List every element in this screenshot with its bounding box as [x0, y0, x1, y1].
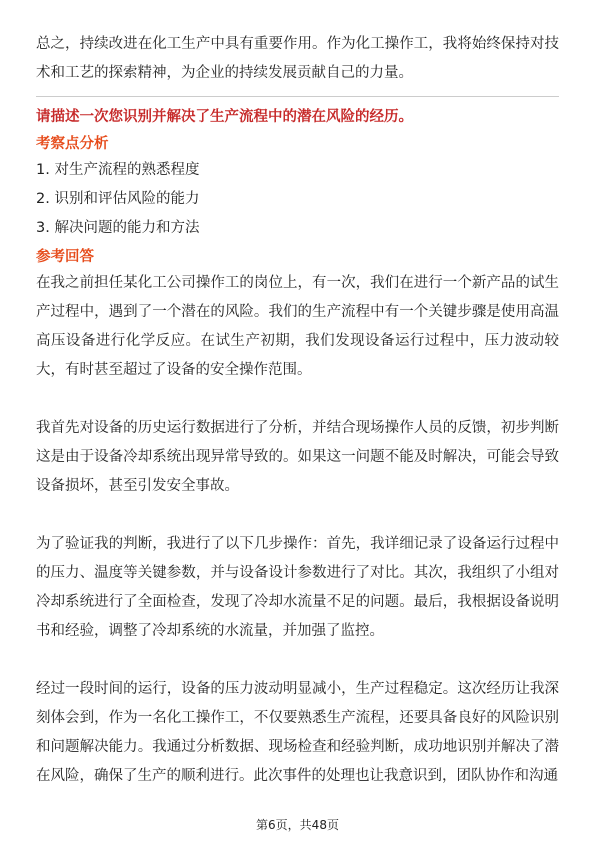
document-page — [36, 30, 559, 791]
answer-paragraph: 我首先对设备的历史运行数据进行了分析，并结合现场操作人员的反馈，初步判断这是由于设备冷却系统出现异常导致的。如果这一问题不能及时解决，可能会导致设备损坏，甚至引发安全事故。 — [36, 420, 559, 494]
answer-paragraph: 在我之前担任某化工公司操作工的岗位上，有一次，我们在进行一个新产品的试生产过程中，遇到了一个潜在的风险。我们的生产流程中有一个关键步骤是使用高温高压设备进行化学反应。在试生产初期，我们发现设备运行过程中，压力波动较大，有时甚至超过了设备的安全操作范围。 — [36, 275, 559, 378]
page-number: 第6页，共48页 — [256, 818, 339, 832]
section-divider — [36, 96, 559, 97]
question-title: 请描述一次您识别并解决了生产流程中的潜在风险的经历。 — [36, 109, 413, 125]
intro-paragraph: 总之，持续改进在化工生产中具有重要作用。作为化工操作工，我将始终保持对技术和工艺的探索精神，为企业的持续发展贡献自己的力量。 — [36, 36, 559, 81]
analysis-item: 2. 识别和评估风险的能力 — [36, 191, 200, 207]
analysis-item: 3. 解决问题的能力和方法 — [36, 220, 200, 236]
analysis-list — [36, 156, 559, 243]
analysis-item: 1. 对生产流程的熟悉程度 — [36, 162, 200, 178]
answer-heading: 参考回答 — [36, 249, 94, 265]
analysis-heading: 考察点分析 — [36, 136, 109, 152]
answer-paragraph: 为了验证我的判断，我进行了以下几步操作：首先，我详细记录了设备运行过程中的压力、温度等关键参数，并与设备设计参数进行了对比。其次，我组织了小组对冷却系统进行了全面检查，发现了冷却水流量不足的问题。最后，我根据设备说明书和经验，调整了冷却系统的水流量，并加强了监控。 — [36, 536, 559, 639]
answer-paragraph: 经过一段时间的运行，设备的压力波动明显减小，生产过程稳定。这次经历让我深刻体会到，作为一名化工操作工，不仅要熟悉生产流程，还要具备良好的风险识别和问题解决能力。我通过分析数据、现场检查和经验判断，成功地识别并解决了潜在风险，确保了生产的顺利进行。此次事件的处理也让我意识到，团队协作和沟通 — [36, 681, 559, 784]
